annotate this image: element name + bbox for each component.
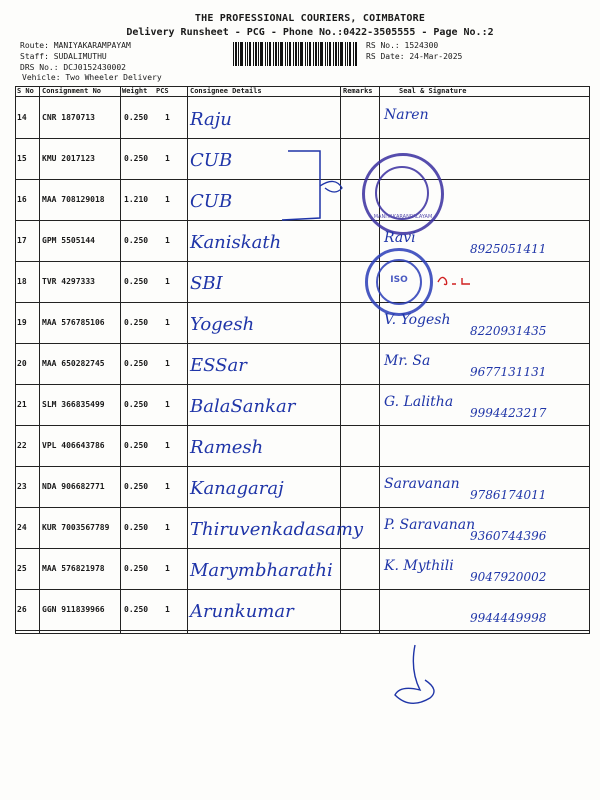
row-sno: 23: [17, 482, 27, 491]
row-consignment-no: MAA 576821978: [42, 564, 105, 573]
handwritten-consignee: Ramesh: [190, 437, 264, 458]
staff-label: Staff: SUDALIMUTHU: [20, 52, 107, 61]
row-sno: 16: [17, 195, 27, 204]
handwritten-phone: 9677131131: [470, 365, 547, 379]
row-sno: 24: [17, 523, 27, 532]
handwritten-signature: P. Saravanan: [384, 517, 476, 533]
col-header-remarks: Remarks: [343, 87, 373, 95]
seal-stamp-circle: [362, 153, 444, 235]
row-sno: 22: [17, 441, 27, 450]
row-weight: 0.250: [124, 400, 149, 409]
rs-number: RS No.: 1524300: [366, 41, 439, 50]
signature-flourish: [380, 640, 460, 710]
row-sno: 26: [17, 605, 27, 614]
table-row: [15, 261, 590, 302]
row-consignment-no: KUR 7003567789: [42, 523, 110, 532]
row-pcs: 1: [165, 154, 170, 163]
row-pcs: 1: [165, 236, 170, 245]
col-header-consignee: Consignee Details: [190, 87, 262, 95]
col-header-weight: Weight: [122, 87, 148, 95]
row-sno: 17: [17, 236, 27, 245]
row-weight: 0.250: [124, 113, 149, 122]
handwritten-signature: Ravi: [384, 230, 416, 246]
handwritten-consignee: CUB: [190, 191, 233, 212]
row-sno: 15: [17, 154, 27, 163]
handwritten-consignee: Kaniskath: [190, 232, 282, 253]
row-consignment-no: GGN 911839966: [42, 605, 105, 614]
handwritten-phone: 9360744396: [470, 529, 547, 543]
handwritten-signature: Saravanan: [384, 476, 460, 492]
table-row: [15, 97, 590, 138]
row-pcs: 1: [165, 113, 170, 122]
route-label: Route: MANIYAKARAMPAYAM: [20, 41, 131, 50]
col-header-pcs: PCS: [156, 87, 169, 95]
handwritten-consignee: Raju: [190, 109, 232, 130]
row-consignment-no: SLM 366835499: [42, 400, 105, 409]
row-pcs: 1: [165, 523, 170, 532]
row-sno: 14: [17, 113, 27, 122]
handwritten-consignee: BalaSankar: [190, 396, 296, 417]
row-sno: 19: [17, 318, 27, 327]
row-pcs: 1: [165, 318, 170, 327]
vehicle-label: Vehicle: Two Wheeler Delivery: [22, 73, 162, 82]
runsheet-subtitle: Delivery Runsheet - PCG - Phone No.:0422-3505555 - Page No.:2: [126, 27, 494, 38]
rs-date: RS Date: 24-Mar-2025: [366, 52, 463, 61]
handwritten-consignee: SBI: [190, 273, 223, 294]
handwritten-consignee: CUB: [190, 150, 233, 171]
stamp-label: MANIYAKARANPALAYAM: [373, 214, 433, 220]
col-header-seal-signature: Seal & Signature: [399, 87, 467, 95]
handwritten-phone: 9786174011: [470, 488, 547, 502]
row-weight: 0.250: [124, 482, 149, 491]
row-consignment-no: CNR 1870713: [42, 113, 95, 122]
row-sno: 21: [17, 400, 27, 409]
row-consignment-no: TVR 4297333: [42, 277, 95, 286]
handwritten-phone: 8925051411: [470, 242, 547, 256]
row-weight: 0.250: [124, 359, 149, 368]
row-weight: 0.250: [124, 605, 149, 614]
row-pcs: 1: [165, 482, 170, 491]
row-pcs: 1: [165, 564, 170, 573]
row-sno: 18: [17, 277, 27, 286]
row-weight: 0.250: [124, 441, 149, 450]
handwritten-phone: 8220931435: [470, 324, 547, 338]
handwritten-consignee: Arunkumar: [190, 601, 294, 622]
row-consignment-no: GPM 5505144: [42, 236, 95, 245]
handwritten-signature: V. Yogesh: [384, 312, 451, 328]
company-title: THE PROFESSIONAL COURIERS, COIMBATORE: [194, 13, 426, 24]
handwritten-consignee: Thiruvenkadasamy: [190, 519, 364, 540]
barcode-image: [233, 42, 358, 66]
handwritten-consignee: Marymbharathi: [190, 560, 333, 581]
handwritten-consignee: ESSar: [190, 355, 247, 376]
handwritten-signature: G. Lalitha: [384, 394, 454, 410]
row-consignment-no: VPL 406643786: [42, 441, 105, 450]
row-weight: 0.250: [124, 277, 149, 286]
row-pcs: 1: [165, 441, 170, 450]
iso-stamp-circle: [365, 248, 433, 316]
bracket-mark: [280, 148, 360, 223]
row-pcs: 1: [165, 195, 170, 204]
row-weight: 0.250: [124, 236, 149, 245]
handwritten-phone: 9994423217: [470, 406, 547, 420]
handwritten-phone: 9047920002: [470, 570, 547, 584]
row-sno: 20: [17, 359, 27, 368]
row-weight: 0.250: [124, 318, 149, 327]
iso-stamp-label: ISO: [390, 275, 408, 285]
col-header-consignment: Consignment No: [42, 87, 102, 95]
row-pcs: 1: [165, 277, 170, 286]
row-consignment-no: MAA 650282745: [42, 359, 105, 368]
table-row: [15, 425, 590, 466]
row-pcs: 1: [165, 359, 170, 368]
handwritten-signature: K. Mythili: [384, 558, 454, 574]
row-weight: 0.250: [124, 523, 149, 532]
row-weight: 1.210: [124, 195, 149, 204]
row-consignment-no: MAA 576785106: [42, 318, 105, 327]
row-consignment-no: NDA 906682771: [42, 482, 105, 491]
row-weight: 0.250: [124, 154, 149, 163]
handwritten-signature: Naren: [384, 107, 429, 123]
col-header-sno: S No: [17, 87, 34, 95]
row-pcs: 1: [165, 400, 170, 409]
red-ink-mark: [436, 272, 476, 288]
row-sno: 25: [17, 564, 27, 573]
row-consignment-no: MAA 708129018: [42, 195, 105, 204]
handwritten-phone: 9944449998: [470, 611, 547, 625]
drs-label: DRS No.: DCJ0152430002: [20, 63, 126, 72]
handwritten-consignee: Yogesh: [190, 314, 255, 335]
row-consignment-no: KMU 2017123: [42, 154, 95, 163]
row-weight: 0.250: [124, 564, 149, 573]
handwritten-consignee: Kanagaraj: [190, 478, 284, 499]
handwritten-signature: Mr. Sa: [384, 353, 431, 369]
row-pcs: 1: [165, 605, 170, 614]
